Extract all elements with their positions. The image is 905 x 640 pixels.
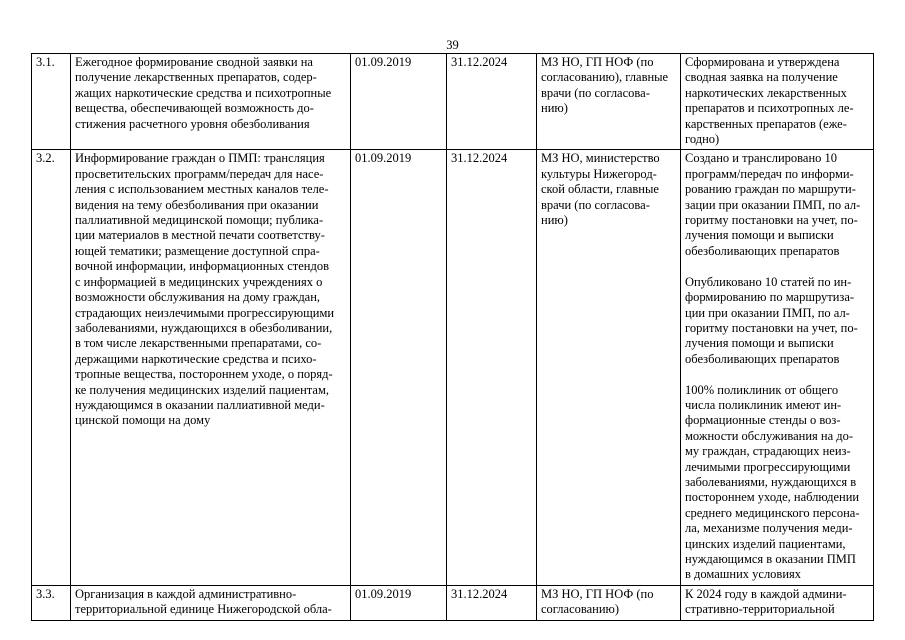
responsible-parties: МЗ НО, ГП НОФ (по согласованию), главные врачи (по согласова- нию) — [537, 54, 681, 150]
expected-result: К 2024 году в каждой админи- стративно-территориальной — [681, 585, 874, 620]
start-date: 01.09.2019 — [351, 150, 447, 585]
end-date: 31.12.2024 — [447, 150, 537, 585]
expected-result: Создано и транслировано 10 программ/передач по информи- рованию граждан по маршрути- зации при оказании ПМП, по ал- горитму постановки на учет, по- лучения помощи и выписки обезболивающих препаратов Опубликовано 10 статей по ин- формированию по маршрутиза- ции при оказании ПМП, по ал- горитму постановки на учет, по- лучения помощи и выписки обезболивающих препаратов 100% поликлиник от общего числа поликлиник имеют ин- формационные стенды о воз- можности обслуживания на до- му граждан, страдающих неиз- лечимыми прогрессирующими заболеваниями, нуждающихся в постороннем уходе, наблюдении среднего медицинского персона- ла, механизме получения меди- цинских изделий пациентами, нуждающимся в оказании ПМП в домашних условиях — [681, 150, 874, 585]
table-row — [32, 54, 874, 150]
item-number: 3.1. — [32, 54, 71, 150]
item-number: 3.3. — [32, 585, 71, 620]
expected-result: Сформирована и утверждена сводная заявка на получение наркотических лекарственных препаратов и психотропных ле- карственных препаратов (еже- годно) — [681, 54, 874, 150]
item-number: 3.2. — [32, 150, 71, 585]
start-date: 01.09.2019 — [351, 54, 447, 150]
end-date: 31.12.2024 — [447, 54, 537, 150]
activity-description: Ежегодное формирование сводной заявки на получение лекарственных препаратов, содер- жащих наркотические средства и психотропные вещества, обеспечивающей возможность до- стижения расчетного уровня обезболивания — [71, 54, 351, 150]
end-date: 31.12.2024 — [447, 585, 537, 620]
responsible-parties: МЗ НО, министерство культуры Нижегород- ской области, главные врачи (по согласова- нию) — [537, 150, 681, 585]
activity-description: Организация в каждой административно- территориальной единице Нижегородской обла- — [71, 585, 351, 620]
activities-table — [31, 53, 874, 621]
start-date: 01.09.2019 — [351, 585, 447, 620]
table-row — [32, 150, 874, 585]
activity-description: Информирование граждан о ПМП: трансляция просветительских программ/передач для насе- ления с использованием местных каналов теле- видения на тему обезболивания при оказании паллиативной медицинской помощи; публика- ции материалов в местной печати соответству- ющей тематики; размещение доступной спра- вочной информации, информационных стендов с информацией в медицинских учреждениях о возможности обслуживания на дому граждан, страдающих неизлечимыми прогрессирующими заболеваниями, нуждающихся в обезболивании, в том числе лекарственными препаратами, со- держащими наркотические средства и психо- тропные вещества, постороннем уходе, о поряд- ке получения медицинских изделий пациентам, нуждающимся в оказании паллиативной меди- цинской помощи на дому — [71, 150, 351, 585]
page-number: 39 — [446, 38, 459, 52]
table-row — [32, 585, 874, 620]
responsible-parties: МЗ НО, ГП НОФ (по согласованию) — [537, 585, 681, 620]
